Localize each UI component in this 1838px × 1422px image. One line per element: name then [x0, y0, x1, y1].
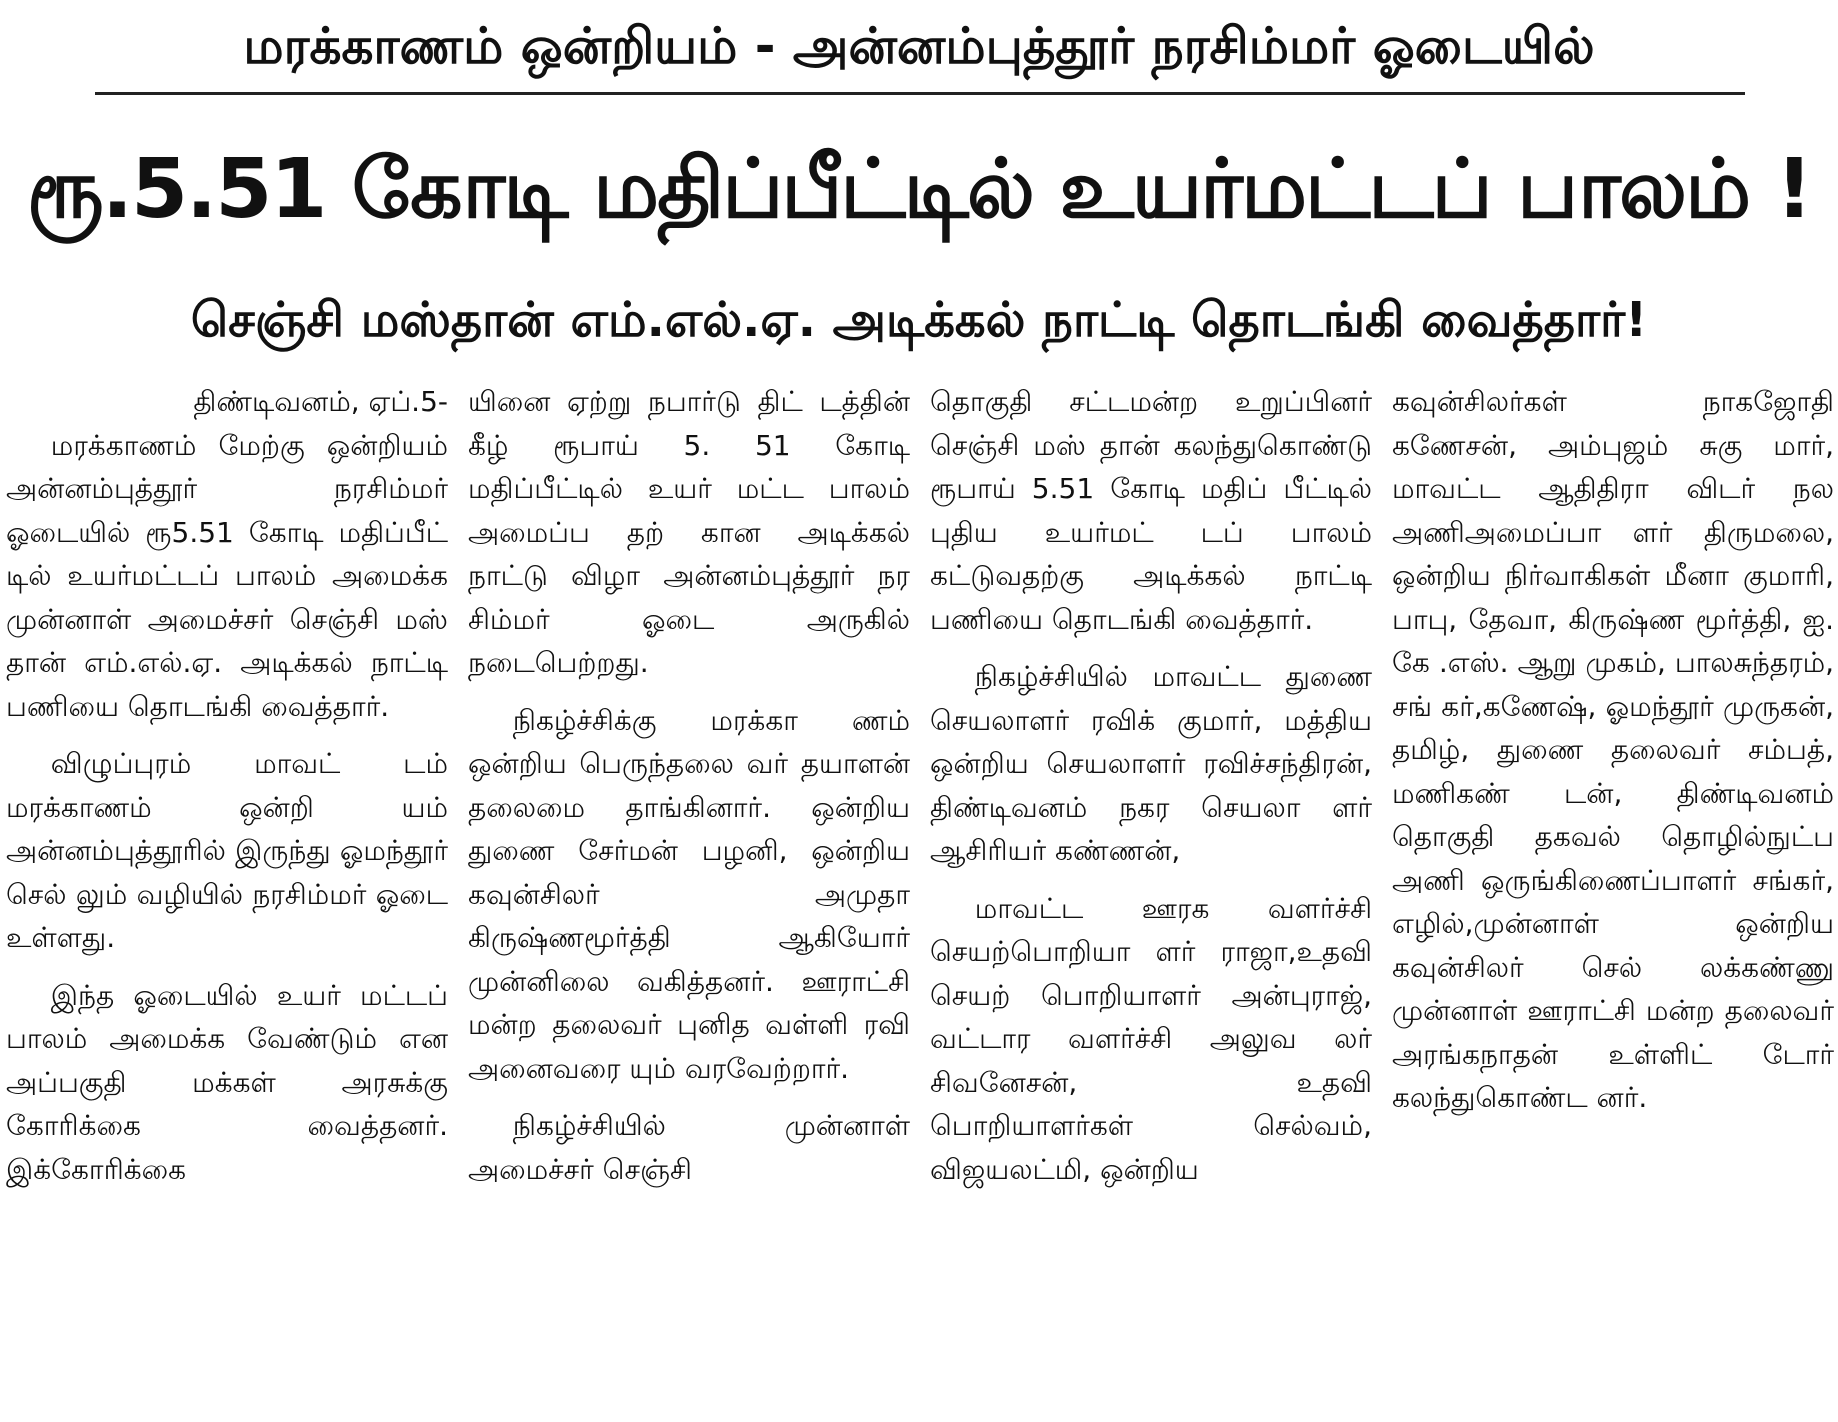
divider-rule	[95, 92, 1745, 95]
article-paragraph: யினை ஏற்று நபார்டு திட் டத்தின் கீழ் ரூபாய் 5. 51 கோடி மதிப்பீட்டில் உயர் மட்ட பாலம் அமைப்ப தற் கான அடிக்கல் நாட்டு விழா அன்னம்புத்தூர் நர சிம்மர் ஓடை அருகில் நடைபெற்றது.	[468, 385, 910, 679]
article-paragraph: தொகுதி சட்டமன்ற உறுப்பினர் செஞ்சி மஸ் தான் கலந்துகொண்டு ரூபாய் 5.51 கோடி மதிப் பீட்டில் புதிய உயர்மட் டப் பாலம் கட்டுவதற்கு அடிக்கல் நாட்டி பணியை தொடங்கி வைத்தார்.	[930, 385, 1372, 636]
article-paragraph: கவுன்சிலர்கள் நாகஜோதி கணேசன், அம்புஜம் சுகு மார், மாவட்ட ஆதிதிரா விடர் நல அணிஅமைப்பா ளர் திருமலை, ஒன்றிய நிர்வாகிகள் மீனா குமாரி, பாபு, தேவா, கிருஷ்ண மூர்த்தி, ஐ. கே .எஸ். ஆறு முகம், பாலசுந்தரம், சங் கர்,கணேஷ், ஓமந்தூர் முருகன், தமிழ், துணை தலைவர் சம்பத், மணிகண் டன், திண்டிவனம் தொகுதி தகவல் தொழில்நுட்ப அணி ஒருங்கிணைப்பாளர் சங்கர், எழில்,முன்னாள் ஒன்றிய கவுன்சிலர் செல் லக்கண்ணு முன்னாள் ஊராட்சி மன்ற தலைவர் அரங்கநாதன் உள்ளிட் டோர் கலந்துகொண்ட னர்.	[1392, 385, 1834, 1114]
article-paragraph: மரக்காணம் மேற்கு ஒன்றியம் அன்னம்புத்தூர் நரசிம்மர் ஓடையில் ரூ5.51 கோடி மதிப்பீட் டில் உயர்மட்டப் பாலம் அமைக்க முன்னாள் அமைச்சர் செஞ்சி மஸ் தான் எம்.எல்.ஏ. அடிக்கல் நாட்டி பணியை தொடங்கி வைத்தார்.	[6, 428, 448, 723]
article-paragraph: இந்த ஓடையில் உயர் மட்டப் பாலம் அமைக்க வேண்டும் என அப்பகுதி மக்கள் அரசுக்கு கோரிக்கை வைத்தனர். இக்கோரிக்கை	[6, 978, 448, 1186]
sub-headline: செஞ்சி மஸ்தான் எம்.எல்.ஏ. அடிக்கல் நாட்டி தொடங்கி வைத்தார்!	[190, 292, 1648, 348]
article-column-4	[1392, 380, 1834, 1420]
article-column-1	[6, 380, 448, 1420]
article-column-2	[468, 380, 910, 1420]
article-paragraph: நிகழ்ச்சியில் முன்னாள் அமைச்சர் செஞ்சி	[468, 1109, 910, 1186]
kicker-headline: மரக்காணம் ஒன்றியம் - அன்னம்புத்தூர் நரசிம்மர் ஓடையில்	[243, 17, 1595, 75]
article-paragraph: நிகழ்ச்சிக்கு மரக்கா ணம் ஒன்றிய பெருந்தலை வர் தயாளன் தலைமை தாங்கினார். ஒன்றிய துணை சேர்மன் பழனி, ஒன்றிய கவுன்சிலர் அமுதா கிருஷ்ணமூர்த்தி ஆகியோர் முன்னிலை வகித்தனர். ஊராட்சி மன்ற தலைவர் புனித வள்ளி ரவி அனைவரை யும் வரவேற்றார்.	[468, 703, 910, 1085]
article-paragraph: மாவட்ட ஊரக வளர்ச்சி செயற்பொறியா ளர் ராஜா,உதவி செயற் பொறியாளர் அன்புராஜ், வட்டார வளர்ச்சி அலுவ லர் சிவனேசன், உதவி பொறியாளர்கள் செல்வம், விஜயலட்மி, ஒன்றிய	[930, 891, 1372, 1186]
main-headline: ரூ.5.51 கோடி மதிப்பீட்டில் உயர்மட்டப் பாலம் !	[26, 142, 1812, 237]
article-paragraph: நிகழ்ச்சியில் மாவட்ட துணை செயலாளர் ரவிக் குமார், மத்திய ஒன்றிய செயலாளர் ரவிச்சந்திரன், திண்டிவனம் நகர செயலா ளர் ஆசிரியர் கண்ணன்,	[930, 660, 1372, 867]
article-column-3	[930, 380, 1372, 1420]
dateline: திண்டிவனம், ஏப்.5-	[193, 385, 448, 418]
article-paragraph: விழுப்புரம் மாவட் டம் மரக்காணம் ஒன்றி யம் அன்னம்புத்தூரில் இருந்து ஓமந்தூர் செல் லும் வழியில் நரசிம்மர் ஓடை உள்ளது.	[6, 747, 448, 954]
